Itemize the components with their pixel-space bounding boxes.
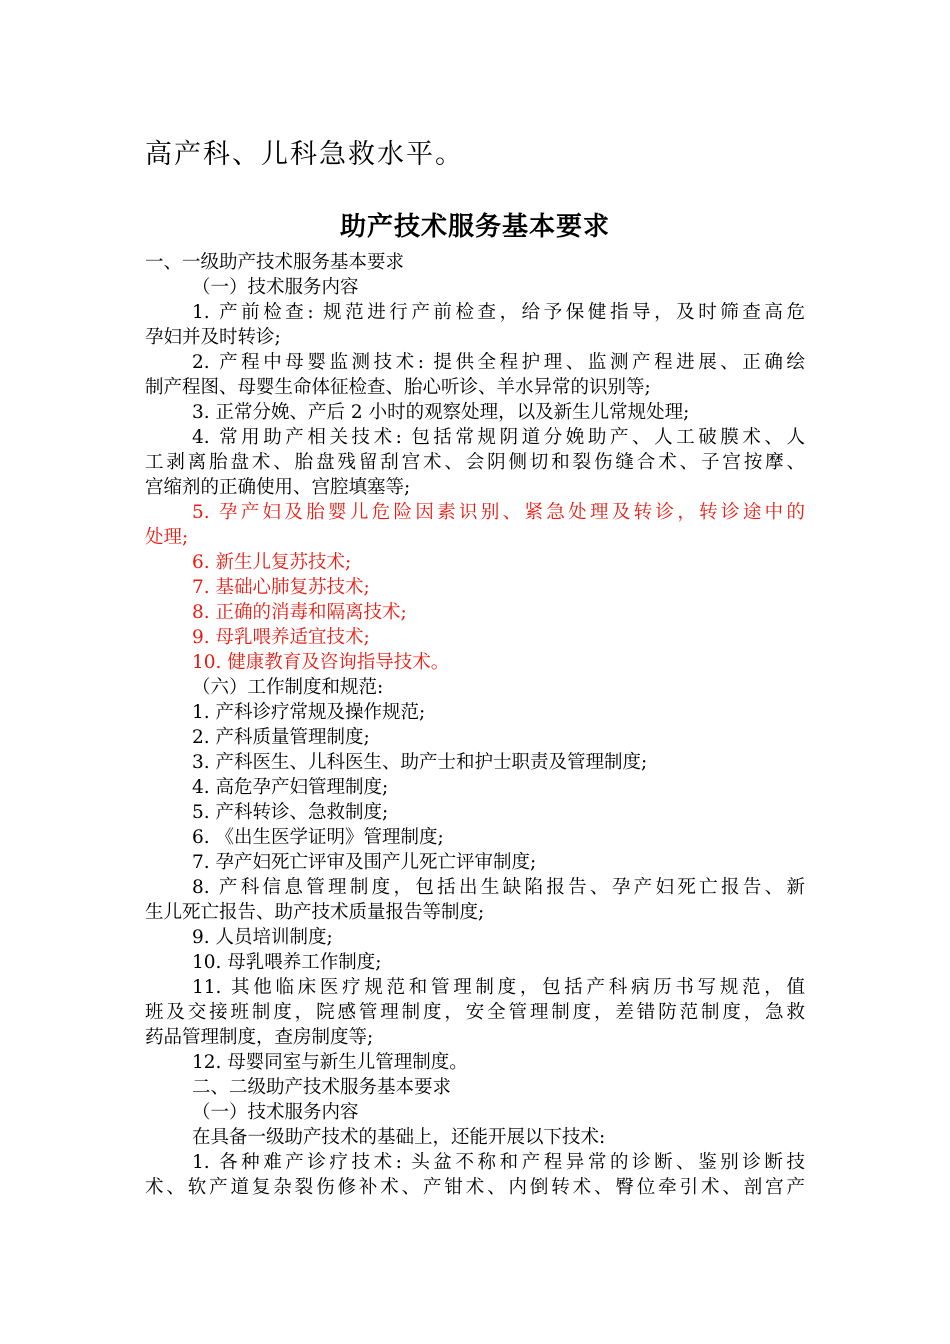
text-line: 工剥离胎盘术、胎盘残留刮宫术、会阴侧切和裂伤缝合术、子宫按摩、 <box>145 452 805 473</box>
text-line: 1. 产前检查: 规范进行产前检查，给予保健指导，及时筛查高危 <box>192 302 805 323</box>
text-line: 宫缩剂的正确使用、宫腔填塞等; <box>145 477 411 498</box>
text-line: 6. 新生儿复苏技术; <box>192 552 352 573</box>
text-line: 9. 母乳喂养适宜技术; <box>192 627 370 648</box>
text-line: 一、一级助产技术服务基本要求 <box>145 252 405 273</box>
text-line: （一）技术服务内容 <box>192 1102 359 1123</box>
text-line: 12. 母婴同室与新生儿管理制度。 <box>192 1052 468 1073</box>
intro-text: 高产科、儿科急救水平。 <box>145 139 464 170</box>
page-title: 助产技术服务基本要求 <box>339 212 610 242</box>
text-line: 药品管理制度，查房制度等; <box>145 1027 374 1048</box>
text-line: （六）工作制度和规范: <box>192 677 384 698</box>
text-line: 二、二级助产技术服务基本要求 <box>192 1077 452 1098</box>
text-line: 制产程图、母婴生命体征检查、胎心听诊、羊水异常的识别等; <box>145 377 651 398</box>
text-line: 9. 人员培训制度; <box>192 927 333 948</box>
text-line: 2. 产程中母婴监测技术: 提供全程护理、监测产程进展、正确绘 <box>192 352 805 373</box>
text-line: 孕妇并及时转诊; <box>145 327 281 348</box>
text-line: 10. 母乳喂养工作制度; <box>192 952 382 973</box>
document-body <box>145 250 805 1200</box>
text-line: 术、软产道复杂裂伤修补术、产钳术、内倒转术、臀位牵引术、剖宫产 <box>145 1177 805 1198</box>
text-line: 2. 产科质量管理制度; <box>192 727 370 748</box>
text-line: 6. 《出生医学证明》管理制度; <box>192 827 444 848</box>
text-line: 4. 常用助产相关技术: 包括常规阴道分娩助产、人工破膜术、人 <box>192 427 805 448</box>
text-line: 4. 高危孕产妇管理制度; <box>192 777 389 798</box>
text-line: 8. 产科信息管理制度，包括出生缺陷报告、孕产妇死亡报告、新 <box>192 877 805 898</box>
text-line: 班及交接班制度，院感管理制度，安全管理制度，差错防范制度，急救 <box>145 1002 805 1023</box>
text-line: 7. 基础心肺复苏技术; <box>192 577 370 598</box>
text-line: 在具备一级助产技术的基础上，还能开展以下技术: <box>192 1127 606 1148</box>
text-line: 3. 正常分娩、产后 2 小时的观察处理，以及新生儿常规处理; <box>192 402 690 423</box>
text-line: 1. 产科诊疗常规及操作规范; <box>192 702 426 723</box>
text-line: 8. 正确的消毒和隔离技术; <box>192 602 407 623</box>
text-line: 生儿死亡报告、助产技术质量报告等制度; <box>145 902 485 923</box>
text-line: 处理; <box>145 527 189 548</box>
text-line: 7. 孕产妇死亡评审及围产儿死亡评审制度; <box>192 852 537 873</box>
text-line: 5. 孕产妇及胎婴儿危险因素识别、紧急处理及转诊，转诊途中的 <box>192 502 805 523</box>
text-line: 10. 健康教育及咨询指导技术。 <box>192 652 450 673</box>
text-line: （一）技术服务内容 <box>192 277 359 298</box>
text-line: 11. 其他临床医疗规范和管理制度，包括产科病历书写规范，值 <box>192 977 805 998</box>
text-line: 1. 各种难产诊疗技术: 头盆不称和产程异常的诊断、鉴别诊断技 <box>192 1152 805 1173</box>
text-line: 3. 产科医生、儿科医生、助产士和护士职责及管理制度; <box>192 752 648 773</box>
text-line: 5. 产科转诊、急救制度; <box>192 802 389 823</box>
